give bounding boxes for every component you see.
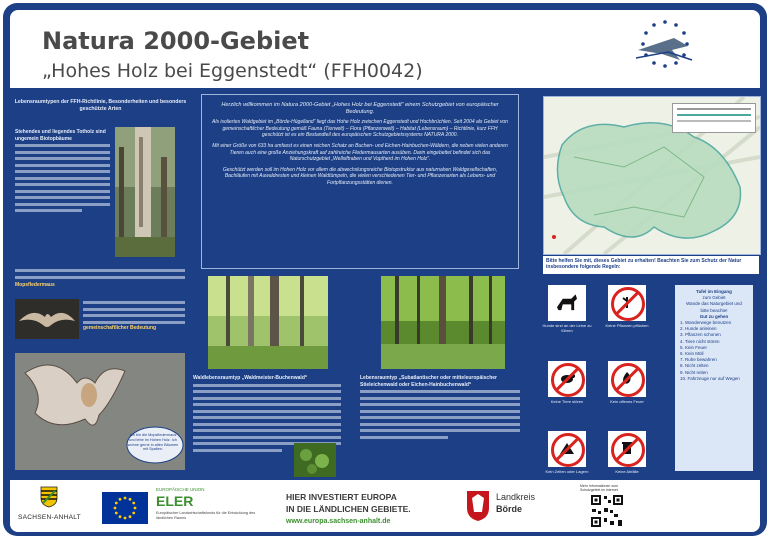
- bat-photo: [15, 299, 79, 339]
- eu-flag-icon: [102, 492, 148, 524]
- community-importance: gemeinschaftlicher Bedeutung: [83, 325, 157, 331]
- eler-logo-text: ELER: [156, 493, 194, 509]
- notes-line: 1. Wanderwege benutzen: [680, 320, 732, 326]
- intro-paragraph-2: Mit einer Größe von 633 ha umfasst es einen reichen Schatz an Buchen- und Eichen-Hainbuchen-Wäldern, die neben vielen anderen Tieren auch eine große Anziehungskraft auf zahlreiche Fledermausarten ausüben. Darin eingebettet befindet sich das Naturschutzgebiet „Wellsiftraben und Voptherd im Hohen Holz“.: [212, 142, 508, 163]
- beech-forest-lead: Waldlebensraumtyp „Waldmeister-Buchenwald“: [193, 375, 308, 381]
- beech-forest-photo: [208, 276, 328, 369]
- website-link[interactable]: www.europa.sachsen-anhalt.de: [286, 518, 391, 525]
- notes-line: Gut zu gehen: [699, 313, 729, 319]
- notes-line: 5. Kein Feuer: [680, 344, 708, 350]
- rule-label: Keine Abfälle: [615, 469, 639, 474]
- rule-label: Keine Tiere stören: [550, 399, 584, 404]
- notes-line: 10. Fahrzeuge nur auf Wegen: [680, 375, 740, 381]
- bat-paragraph: [15, 269, 185, 289]
- notes-line: Wande das Naturgebiet und: [686, 301, 742, 307]
- qr-code-icon[interactable]: [590, 494, 624, 528]
- natura-2000-logo: [628, 16, 702, 86]
- sachsen-anhalt-coat-of-arms-icon: [40, 486, 58, 508]
- bat-speech-bubble: Ich bin die Mopsfledermaus und lebe im Hohen Holz. Ich wohne gerne in alten Bäumen mit Spalten.: [127, 433, 179, 452]
- map-legend: [672, 103, 756, 133]
- plant-photo: [294, 443, 336, 477]
- rule-label: Hunde sind an der Leine zu führen: [542, 323, 592, 333]
- no-fire-icon: [608, 361, 646, 397]
- intro-paragraph-1: Als isoliertes Waldgebiet im „Börde-Hügelland“ liegt das Hohe Holz zwischen Eggenstedt und Hochbrüchlen. Seit 2004 als Gebiet von gemeinschaftlicher Bedeutung gemäß Fauna (Tierwelt) – Flora (Pflanzenwelt) – Habitat (Lebensraum) – Richtlinie, kurz FFH geschützt ist es ein Bestandteil des europäischen Schutzgebietssystems NATURA 2000.: [212, 119, 508, 139]
- oak-hornbeam-forest-photo: [381, 276, 505, 369]
- slogan-line-1: HIER INVESTIERT EUROPA: [286, 492, 397, 502]
- oak-forest-lead: Lebensraumtyp „Subatlantischer oder mitteleuropäischer Stieleichenwald oder Eichen-Hainbuchenwald“: [360, 375, 497, 388]
- notes-line: 9. Nicht reiten: [680, 369, 708, 375]
- footer: [10, 480, 760, 532]
- deadwood-lead: Stehendes und liegendes Totholz sind ungemein Biotopbäume: [15, 129, 106, 142]
- sachsen-anhalt-label: SACHSEN-ANHALT: [18, 514, 81, 521]
- eu-label: EUROPÄISCHE UNION: [156, 487, 205, 492]
- header: [10, 10, 760, 88]
- notes-line: 7. Ruhe bewahren: [680, 357, 717, 363]
- no-disturbing-animals-icon: [548, 361, 586, 397]
- left-heading: Lebensraumtypen der FFH-Richtlinie, Besonderheiten und besonders geschützte Arten: [14, 99, 187, 112]
- boerde-label: Börde: [496, 504, 523, 514]
- no-dumping-icon: [608, 431, 646, 467]
- page-title: Natura 2000-Gebiet: [42, 27, 310, 55]
- landkreis-label: Landkreis: [496, 492, 536, 502]
- eler-subtitle: Europäischer Landwirtschaftsfonds für die Entwicklung des ländlichen Raums: [156, 511, 256, 520]
- dead-tree-photo: [115, 127, 175, 257]
- information-board: [3, 3, 767, 536]
- deadwood-text: [15, 144, 110, 216]
- no-camping-icon: [548, 431, 586, 467]
- page-subtitle: „Hohes Holz bei Eggenstedt“ (FFH0042): [42, 60, 423, 82]
- notes-line: Tafel im Eingang: [696, 289, 732, 294]
- slogan-line-2: IN DIE LÄNDLICHEN GEBIETE.: [286, 504, 411, 514]
- landkreis-boerde-coat-of-arms-icon: [466, 490, 490, 522]
- area-map: [543, 96, 761, 255]
- bat-text: [83, 301, 185, 327]
- rule-label: Keine Pflanzen pflücken: [605, 323, 649, 328]
- bat-illustration: [15, 353, 185, 470]
- intro-box: [201, 94, 519, 269]
- bat-species-label: Mopsfledermaus: [15, 282, 55, 288]
- qr-caption: Mehr Informationen zum Schutzgebiet im Internet: [580, 484, 618, 493]
- notes-line: zum Gebiet: [702, 295, 726, 301]
- no-picking-plants-icon: [608, 285, 646, 321]
- notes-line: 6. Kein Müll: [680, 351, 704, 357]
- rule-label: Kein offenes Feuer: [610, 399, 644, 404]
- rules-heading: Bitte helfen Sie mit, dieses Gebiet zu erhalten! Beachten Sie zum Schutz der Natur insbesondere folgende Regeln:: [543, 256, 759, 274]
- intro-paragraph-3: Geschützt werden soll im Hohen Holz vor allem die abwechslungsreiche Biotopstruktur aus naturnahen Waldgesellschaften, Bachläufen mit Auwaldresten und kleinen Waldtümpeln, die vielen verschiedenen Tier- und Pflanzenarten als Lebens- und Fortpflanzungsstätten dienen.: [222, 166, 498, 186]
- oak-forest-text: [360, 375, 520, 442]
- notes-line: 3. Pflanzen schonen: [680, 332, 721, 338]
- notes-line: 4. Tiere nicht stören: [680, 338, 720, 344]
- rule-label: Kein Zelten oder Lagern: [545, 469, 589, 474]
- notes-line: bitte beachte!: [700, 307, 728, 313]
- notes-line: 8. Nicht zelten: [680, 363, 709, 369]
- visitor-notes-box: [675, 285, 753, 471]
- dog-on-leash-icon: [548, 285, 586, 321]
- notes-line: 2. Hunde anleinen: [680, 326, 717, 332]
- intro-greeting: Herzlich willkommen im Natura 2000-Gebiet „Hohes Holz bei Eggenstedt“ einem Schutzgebiet von europäischer Bedeutung.: [221, 102, 499, 115]
